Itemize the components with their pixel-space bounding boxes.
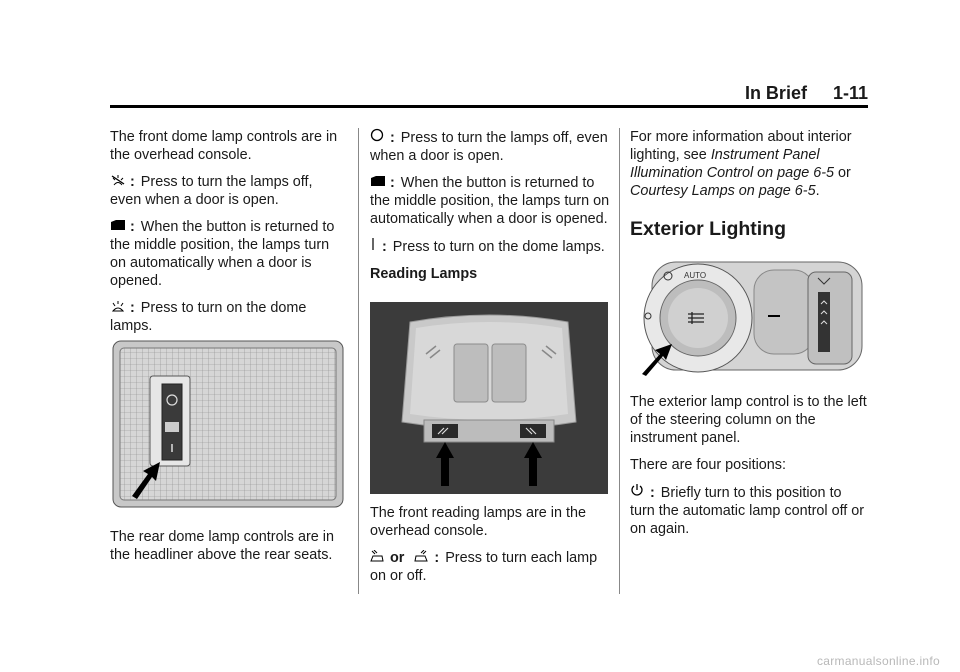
off-text-2: Press to turn the lamps off, even when a door is open. [370,130,608,164]
page-header [745,83,868,104]
column-2 [370,128,610,292]
reading-caption-block [370,504,610,594]
column-divider-1 [358,128,359,594]
reading-lamp-right-icon [414,549,434,567]
door-text: When the button is returned to the middle position, the lamps turn on automatically when a door is opened. [110,219,335,289]
power-text: Briefly turn to this position to turn the automatic lamp control off or on again. [630,485,865,537]
reading-lamps-figure [370,302,608,499]
on-paragraph-2: : Press to turn on the dome lamps. [370,237,610,256]
exterior-lighting-heading: Exterior Lighting [630,218,786,240]
off-paragraph: : Press to turn the lamps off, even when a door is open. [110,174,313,208]
watermark: carmanualsonline.info [816,654,940,668]
link-instrument-panel[interactable]: Instrument Panel Illumination Control on page 6-5 [630,147,834,181]
door-icon [110,218,130,236]
each-lamp-paragraph: or : Press to turn each lamp on or off. [370,550,598,584]
exterior-caption: The exterior lamp control is to the left of the steering column on the instrument panel. [630,394,867,446]
power-icon [630,483,650,502]
rear-dome-caption [110,528,346,573]
reading-lamp-left-icon [370,549,390,567]
rear-dome-lamp-figure [112,340,344,513]
column-divider-2 [619,128,620,594]
door-paragraph-2: : When the button is returned to the middle position, the lamps turn on automatically when a door is opened. [370,175,610,227]
rear-caption-text: The rear dome lamp controls are in the headliner above the rear seats. [110,529,334,563]
or-word: or [390,550,405,566]
each-lamp-text: Press to turn each lamp on or off. [370,550,598,584]
auto-label: AUTO [684,271,707,280]
column-3 [630,128,870,254]
off-text: Press to turn the lamps off, even when a door is open. [110,174,313,208]
reading-caption: The front reading lamps are in the overhead console. [370,505,586,539]
page-number: 1-11 [832,83,868,103]
bar-on-icon [370,237,382,256]
power-paragraph: : Briefly turn to this position to turn the automatic lamp control off or on again. [630,485,865,537]
section-title: In Brief [744,83,807,103]
off-paragraph-2: : Press to turn the lamps off, even when a door is open. [370,130,608,164]
dome-off-icon [110,173,130,191]
exterior-lamp-figure [632,256,868,385]
door-text-2: When the button is returned to the middle position, the lamps turn on automatically when a door is opened. [370,175,610,227]
dome-on-icon [110,299,130,317]
column-1 [110,128,346,344]
door-paragraph: : When the button is returned to the middle position, the lamps turn on automatically when a door is opened. [110,219,335,289]
link-courtesy-lamps[interactable]: Courtesy Lamps on page 6-5 [630,183,816,199]
header-rule [110,105,868,108]
reading-lamps-heading: Reading Lamps [370,266,478,282]
on-text-2: Press to turn on the dome lamps. [392,239,605,255]
door-icon-2 [370,174,390,192]
circle-off-icon [370,128,390,147]
exterior-caption-block [630,393,870,547]
front-dome-intro: The front dome lamp controls are in the overhead console. [110,129,338,163]
four-positions-text: There are four positions: [630,457,786,473]
more-info-paragraph: For more information about interior lighting, see Instrument Panel Illumination Control on page 6-5 or Courtesy Lamps on page 6-5. [630,129,852,199]
on-paragraph: : Press to turn on the dome lamps. [110,300,307,334]
on-text: Press to turn on the dome lamps. [110,300,307,334]
